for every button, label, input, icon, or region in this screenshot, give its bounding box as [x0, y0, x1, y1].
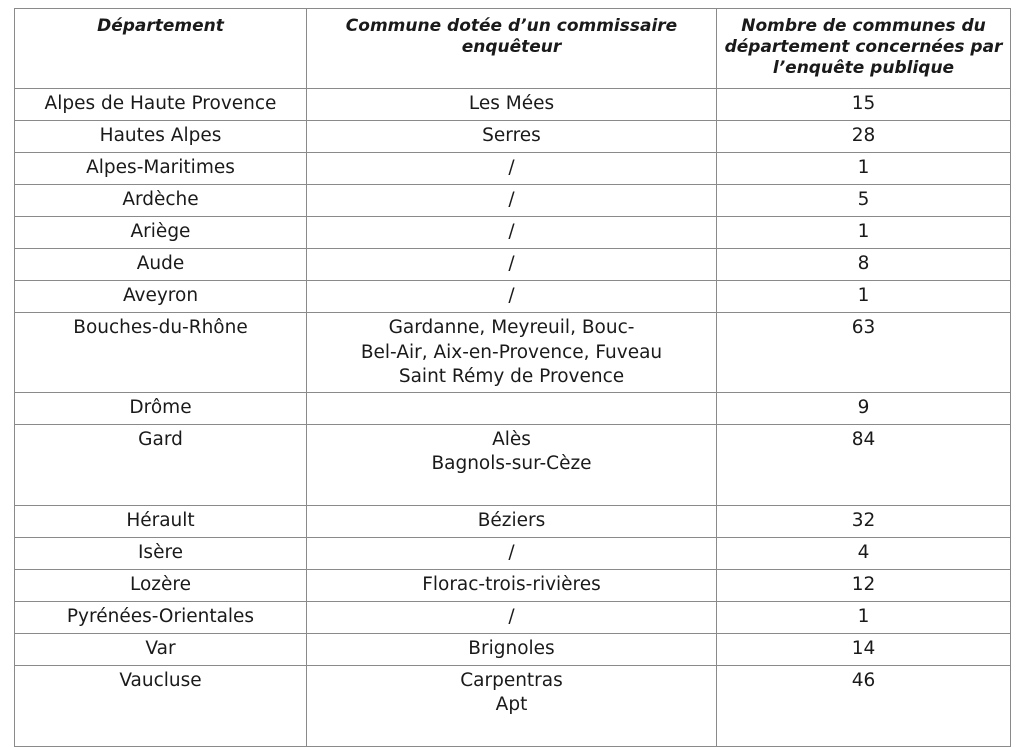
- commune-line: /: [508, 541, 515, 563]
- table-body: [15, 89, 1011, 747]
- commune-line: /: [508, 605, 515, 627]
- cell-nombre: 63: [717, 313, 1011, 393]
- cell-nombre: 14: [717, 633, 1011, 665]
- table-row: [15, 392, 1011, 424]
- header-line: l’enquête publique: [772, 58, 955, 78]
- commune-line: /: [508, 285, 515, 306]
- cell-nombre: 1: [717, 217, 1011, 249]
- table-row: [15, 153, 1011, 185]
- table-row: [15, 281, 1011, 313]
- table-row: [15, 217, 1011, 249]
- table-row: [15, 633, 1011, 665]
- table-row: [15, 537, 1011, 569]
- cell-nombre: 4: [717, 537, 1011, 569]
- commune-line: Carpentras: [460, 669, 563, 691]
- cell-communes: [307, 665, 717, 746]
- cell-nombre: 12: [717, 569, 1011, 601]
- table-row: [15, 185, 1011, 217]
- cell-nombre: 46: [717, 665, 1011, 746]
- table-row: [15, 665, 1011, 746]
- cell-communes: [307, 569, 717, 601]
- cell-departement: Bouches-du-Rhône: [15, 313, 307, 393]
- cell-communes: [307, 633, 717, 665]
- header-line: enquêteur: [461, 37, 562, 57]
- cell-departement: Gard: [15, 424, 307, 505]
- cell-nombre: 5: [717, 185, 1011, 217]
- cell-departement: Lozère: [15, 569, 307, 601]
- cell-departement: Alpes-Maritimes: [15, 153, 307, 185]
- header-nombre: [717, 9, 1011, 89]
- table-row: [15, 505, 1011, 537]
- table-row: [15, 424, 1011, 505]
- cell-departement: Aveyron: [15, 281, 307, 313]
- cell-communes: [307, 217, 717, 249]
- commune-line: Saint Rémy de Provence: [398, 366, 625, 387]
- cell-nombre: 8: [717, 249, 1011, 281]
- cell-departement: Ariège: [15, 217, 307, 249]
- commune-line: Les Mées: [468, 93, 555, 114]
- cell-departement: Isère: [15, 537, 307, 569]
- table-row: [15, 249, 1011, 281]
- cell-nombre: 9: [717, 392, 1011, 424]
- header-line: Département: [97, 16, 224, 36]
- commune-line: /: [508, 221, 515, 242]
- commune-line: Florac-trois-rivières: [422, 573, 601, 595]
- commune-line: /: [508, 157, 515, 178]
- commune-line: Apt: [495, 694, 528, 715]
- cell-nombre: 1: [717, 281, 1011, 313]
- cell-communes: [307, 601, 717, 633]
- cell-nombre: 84: [717, 424, 1011, 505]
- commune-line: Serres: [482, 125, 541, 146]
- table-row: [15, 569, 1011, 601]
- cell-nombre: 32: [717, 505, 1011, 537]
- header-departement: [15, 9, 307, 89]
- commune-line: Brignoles: [468, 637, 555, 659]
- cell-communes: [307, 537, 717, 569]
- cell-communes: [307, 153, 717, 185]
- header-line: département concernées par: [724, 37, 1003, 57]
- cell-communes: [307, 121, 717, 153]
- cell-departement: Pyrénées-Orientales: [15, 601, 307, 633]
- commune-line: Bel-Air, Aix-en-Provence, Fuveau: [360, 341, 663, 363]
- cell-departement: Hérault: [15, 505, 307, 537]
- cell-departement: Drôme: [15, 392, 307, 424]
- cell-communes: [307, 249, 717, 281]
- cell-nombre: 28: [717, 121, 1011, 153]
- table-row: [15, 601, 1011, 633]
- table-row: [15, 313, 1011, 393]
- table-header-row: [15, 9, 1011, 89]
- commune-line: Bagnols-sur-Cèze: [431, 453, 592, 474]
- commune-line: /: [508, 253, 515, 274]
- cell-nombre: 1: [717, 601, 1011, 633]
- commune-line: Béziers: [477, 509, 546, 531]
- table-row: [15, 89, 1011, 121]
- cell-communes: [307, 505, 717, 537]
- header-line: Nombre de communes du: [741, 16, 986, 36]
- cell-communes: [307, 281, 717, 313]
- cell-nombre: 1: [717, 153, 1011, 185]
- cell-departement: Var: [15, 633, 307, 665]
- cell-communes: [307, 313, 717, 393]
- cell-communes: [307, 424, 717, 505]
- cell-nombre: 15: [717, 89, 1011, 121]
- cell-departement: Hautes Alpes: [15, 121, 307, 153]
- cell-departement: Ardèche: [15, 185, 307, 217]
- cell-communes: [307, 392, 717, 424]
- table-container: [14, 8, 1011, 747]
- cell-communes: [307, 185, 717, 217]
- header-line: Commune dotée d’un commissaire: [345, 16, 678, 36]
- commune-line: Alès: [492, 428, 531, 450]
- cell-departement: Alpes de Haute Provence: [15, 89, 307, 121]
- header-commune: [307, 9, 717, 89]
- table-row: [15, 121, 1011, 153]
- commune-line: Gardanne, Meyreuil, Bouc-: [388, 317, 635, 338]
- communes-table: [14, 8, 1011, 747]
- commune-line: /: [508, 189, 515, 210]
- cell-departement: Aude: [15, 249, 307, 281]
- cell-communes: [307, 89, 717, 121]
- cell-departement: Vaucluse: [15, 665, 307, 746]
